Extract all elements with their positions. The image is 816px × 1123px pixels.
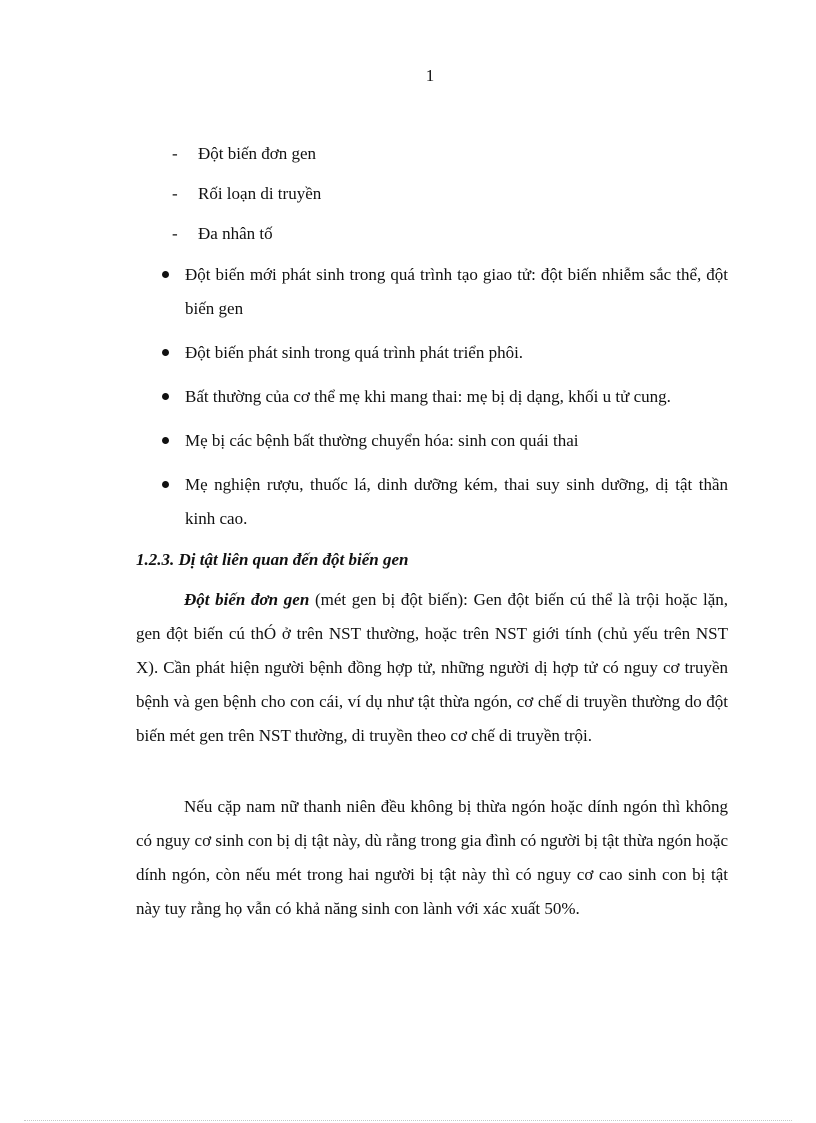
dash-list-item [172,224,273,244]
bullet-list-item-text: Mẹ nghiện rượu, thuốc lá, dinh dưỡng kém, thai suy sinh dưỡng, dị tật thần kinh cao. [185,475,728,528]
dash-list-item-text: Đa nhân tố [198,224,273,243]
bullet-list-item [160,336,728,370]
bullet-list-item [160,468,728,536]
dash-marker: - [172,144,178,163]
dash-list-item [172,144,316,164]
dash-list-item [172,184,321,204]
bullet-dot-icon [162,437,169,444]
section-heading: 1.2.3. Dị tật liên quan đến đột biến gen [136,550,409,569]
page-number: 1 [425,66,435,85]
body-paragraph [136,583,728,753]
paragraph-text: (mét gen bị đột biến): Gen đột biến cú thể là trội hoặc lặn, gen đột biến cú thÓ ở trên NST thường, hoặc trên NST giới tính (chủ yếu trên NST X). Cần phát hiện người bệnh đồng hợp tử, những người dị hợp tử có nguy cơ truyền bệnh và gen bệnh cho con cái, ví dụ như tật thừa ngón, cơ chế di truyền thường do đột biến mét gen trên NST thường, di truyền theo cơ chế di truyền trội. [136,590,728,745]
bullet-list-item-text: Bất thường của cơ thể mẹ khi mang thai: mẹ bị dị dạng, khối u tử cung. [185,387,671,406]
dash-list-item-text: Đột biến đơn gen [198,144,317,163]
bullet-dot-icon [162,481,169,488]
bullet-list-item-text: Mẹ bị các bệnh bất thường chuyển hóa: sinh con quái thai [185,431,579,450]
paragraph-lead-term: Đột biến đơn gen [184,590,310,609]
dash-marker: - [172,184,178,203]
bullet-list-item-text: Đột biến mới phát sinh trong quá trình tạo giao tử: đột biến nhiễm sắc thể, đột biến gen [185,265,728,318]
dash-list-item-text: Rối loạn di truyền [198,184,322,203]
bullet-list-item-text: Đột biến phát sinh trong quá trình phát triển phôi. [185,343,524,362]
bullet-dot-icon [162,271,169,278]
page-bottom-divider [24,1120,792,1121]
bullet-list-item [160,424,728,458]
bullet-dot-icon [162,393,169,400]
bullet-list-item [160,380,728,414]
dash-marker: - [172,224,178,243]
bullet-dot-icon [162,349,169,356]
paragraph-text: Nếu cặp nam nữ thanh niên đều không bị thừa ngón hoặc dính ngón thì không có nguy cơ sinh con bị dị tật này, dù rằng trong gia đình có người bị tật thừa ngón hoặc dính ngón, còn nếu mét trong hai người bị tật này thì có nguy cơ cao sinh con bị tật này tuy rằng họ vẫn có khả năng sinh con lành với xác xuất 50%. [136,797,728,918]
bullet-list-item [160,258,728,326]
body-paragraph [136,790,728,926]
